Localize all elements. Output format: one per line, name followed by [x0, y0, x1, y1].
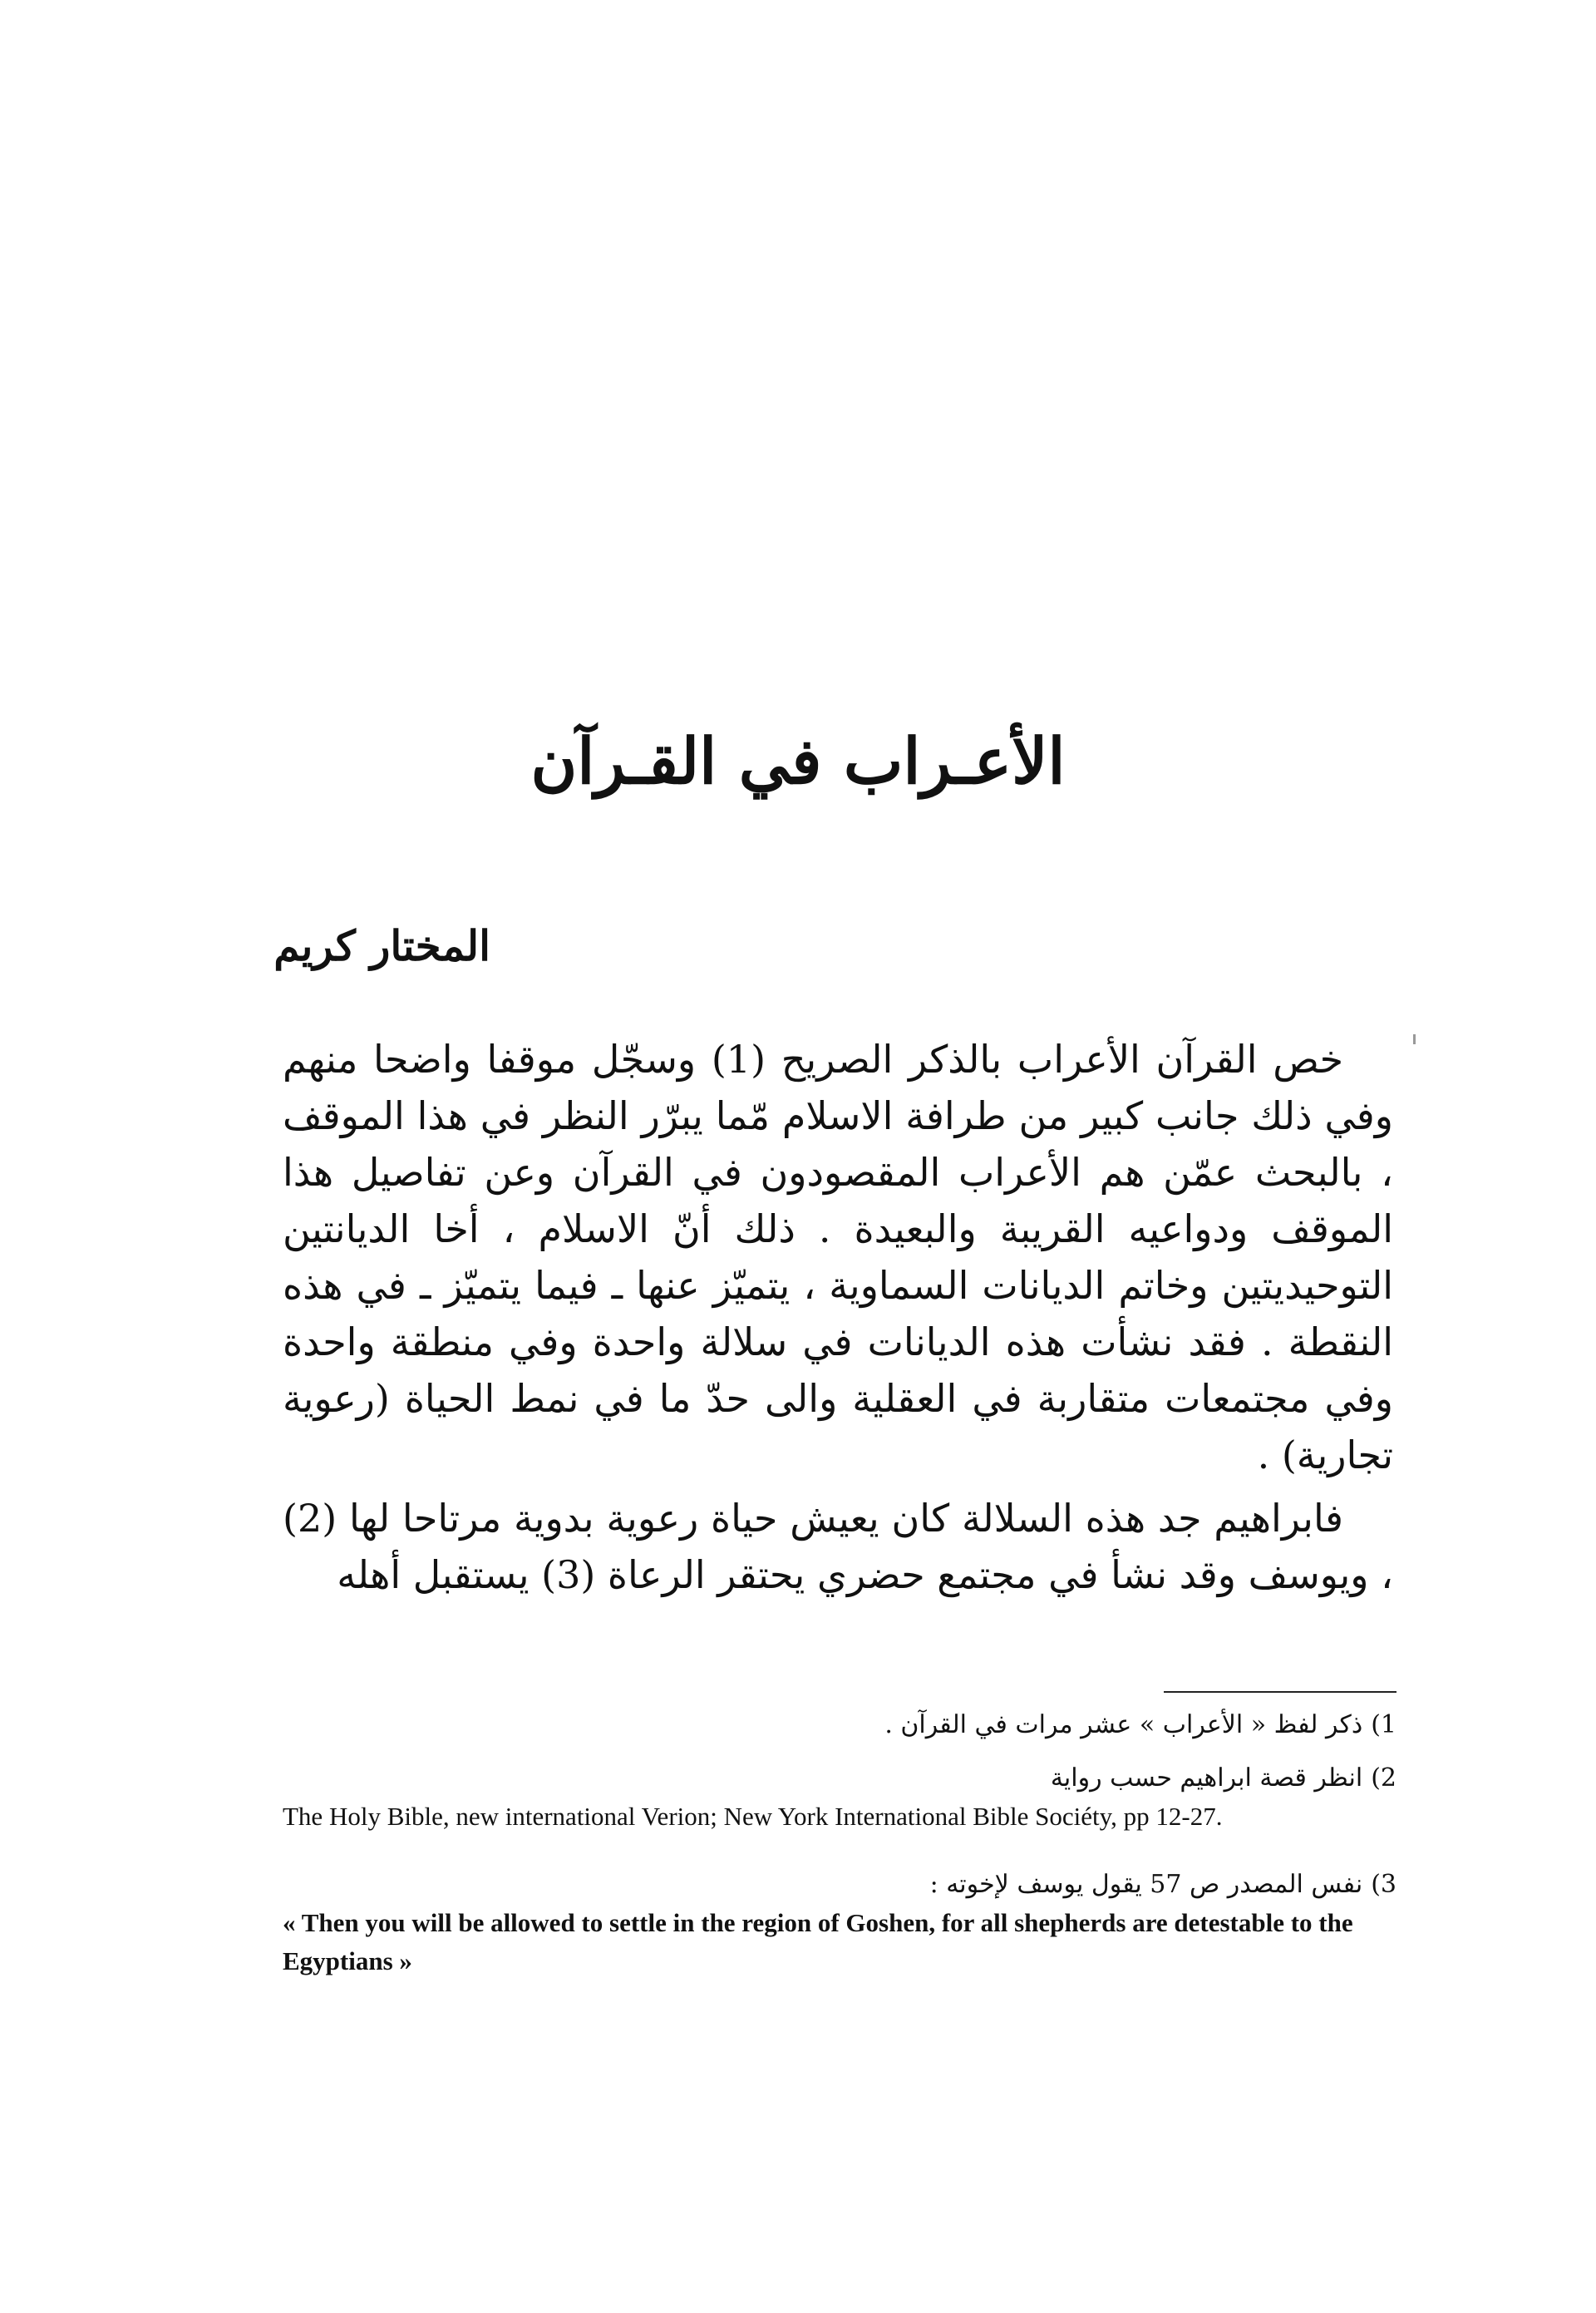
- paragraph: فابراهيم جد هذه السلالة كان يعيش حياة رعوية بدوية مرتاحا لها (2) ، ويوسف وقد نشأ في مجتمع حضري يحتقر الرعاة (3) يستقبل أهله: [283, 1496, 1393, 1597]
- footnote-1: [283, 1706, 1396, 1744]
- paragraph: خص القرآن الأعراب بالذكر الصريح (1) وسجّل موقفا واضحا منهم وفي ذلك جانب كبير من طرافة الاسلام مّما يبرّر النظر في هذا الموقف ، بالبحث عمّن هم الأعراب المقصودون في القرآن وعن تفاصيل هذا الموقف ودواعيه القريبة والبعيدة . ذلك أنّ الاسلام ، أخا الديانتين التوحيديتين وخاتم الديانات السماوية ، يتميّز عنها ـ فيما يتميّز ـ في هذه النقطة . فقد نشأت هذه الديانات في سلالة واحدة وفي منطقة واحدة وفي مجتمعات متقاربة في العقلية والى حدّ ما في نمط الحياة (رعوية تجارية) .: [283, 1037, 1394, 1477]
- footnote-3: [283, 1866, 1396, 1904]
- footnote-number: 2): [1371, 1763, 1396, 1793]
- footnote-number: 3): [1371, 1870, 1396, 1899]
- footnote-text: ذكر لفظ « الأعراب » عشر مرات في القرآن .: [884, 1710, 1363, 1739]
- footnote-3-quote: « Then you will be allowed to settle in the region of Goshen, for all shepherds are detestable to the Egyptians »: [283, 1908, 1353, 1975]
- author-name: المختار كريم: [273, 921, 490, 970]
- footnotes: [283, 1706, 1396, 1980]
- article-title: الأعـراب في القـرآن: [530, 724, 1066, 798]
- footnote-text: انظر قصة ابراهيم حسب رواية: [1050, 1763, 1363, 1793]
- body-text: [283, 1031, 1393, 1610]
- footnote-number: 1): [1371, 1710, 1396, 1739]
- footnote-text: نفس المصدر ص 57 يقول يوسف لإخوته :: [929, 1870, 1363, 1899]
- footnote-divider: [1164, 1691, 1396, 1693]
- footnote-2: [283, 1759, 1396, 1798]
- footnote-2-reference: The Holy Bible, new international Verion; New York International Bible Sociéty, pp 12-27.: [283, 1802, 1223, 1831]
- margin-mark: [1413, 1034, 1416, 1044]
